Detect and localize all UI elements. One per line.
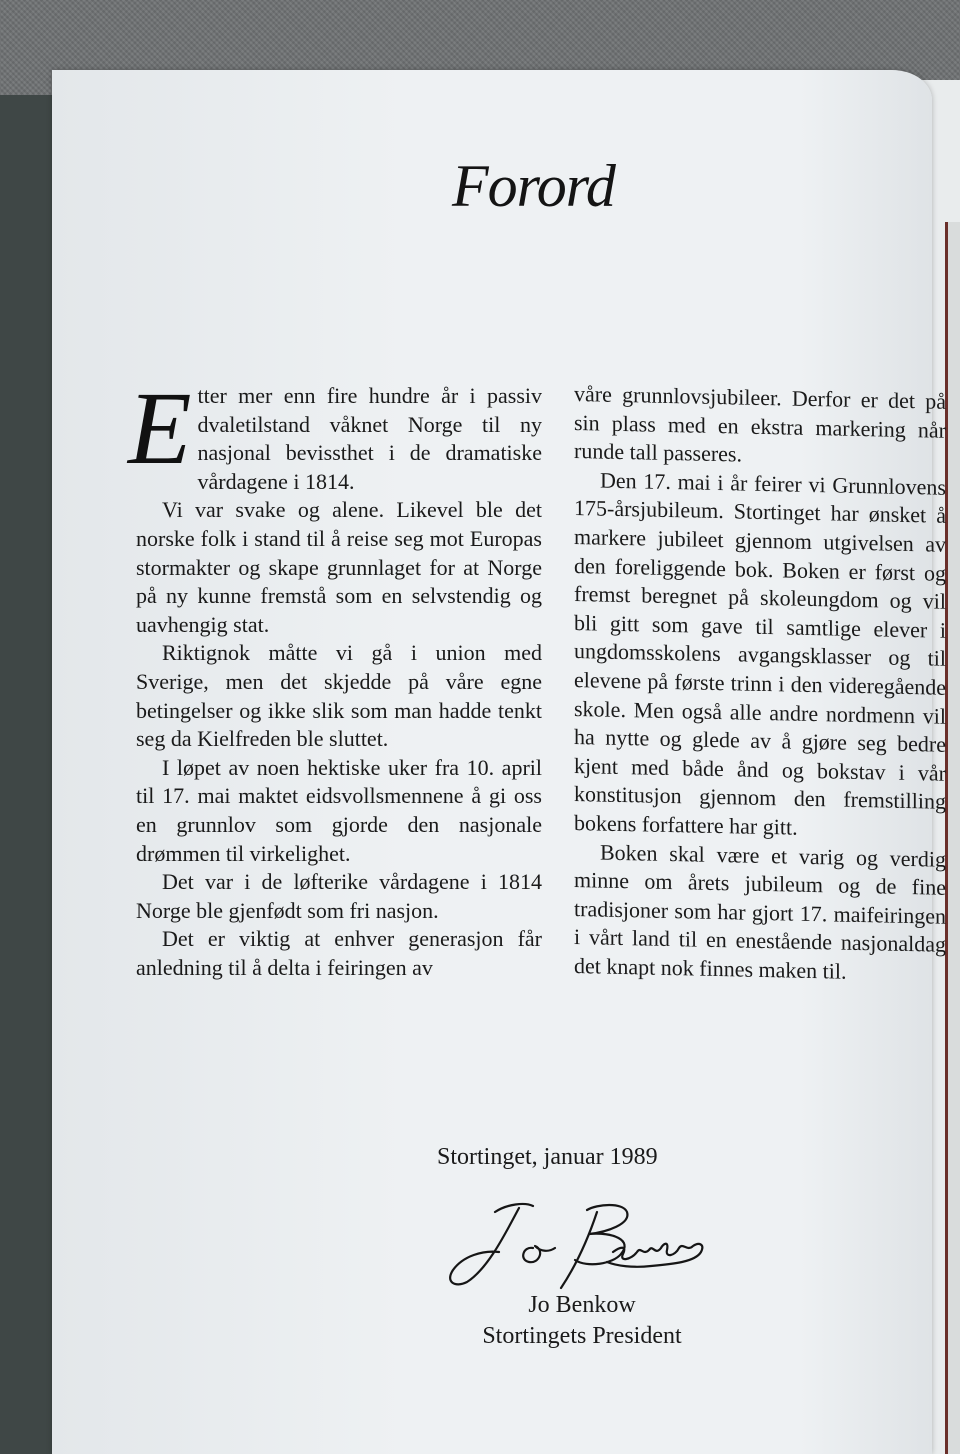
place-date: Stortinget, januar 1989	[437, 1144, 658, 1170]
drop-cap: E	[128, 371, 192, 486]
paragraph: Det er viktig at enhver generasjon får anledning til å delta i feiringen av	[136, 926, 542, 980]
signer-title: Stortingets President	[482, 1323, 682, 1349]
signer-name: Jo Benkow	[528, 1292, 636, 1318]
paragraph: Det var i de løfterike vårdagene i 1814 Norge ble gjenfødt som fri nasjon.	[136, 869, 542, 923]
paragraph: våre grunnlovsjubileer. Derfor er det på sin plass med en ekstra markering når runde tall passeres.	[574, 381, 946, 467]
signature	[437, 1190, 717, 1300]
paragraph: Boken skal være et varig og verdig minne om årets jubileum og de fine tradisjoner som har gjort 17. maifeiringen i vårt land til en enestående nasjonaldag det knapt nok finnes maken til.	[574, 839, 946, 984]
paragraph: Riktignok måtte vi gå i union med Sverige, men det skjedde på våre egne betingelser og ikke slik som man hadde tenkt seg da Kielfreden ble sluttet.	[136, 640, 542, 752]
book-page	[52, 70, 946, 1454]
right-column	[574, 380, 946, 988]
left-column	[128, 371, 542, 982]
paragraph	[128, 371, 542, 496]
paragraph-text: tter mer enn fire hundre år i passiv dvaletilstand våknet Norge til ny nasjonal bevissthet i de dramatiske vårdagene i 1814.	[197, 383, 542, 494]
paragraph: Den 17. mai i år feirer vi Grunnlovens 175-årsjubileum. Stortinget har ønsket å markere jubileet gjennom utgivelsen av den foreliggende bok. Boken er først og fremst beregnet på skoleungdom og vil bli gitt som gave til samtlige elever i ungdomsskolens avgangsklasser og til elevene på første trinn i den videregående skole. Men også alle andre nordmenn vil ha nytte og glede av å gjøre seg bedre kjent med både ånd og bokstav i vår konstitusjon gjennom den fremstilling bokens forfattere har gitt.	[574, 467, 946, 840]
paragraph: Vi var svake og alene. Likevel ble det norske folk i stand til å reise seg mot Europas stormakter og skape grunnlaget for at Norge på ny kunne fremstå som en selvstendig og uavhengig stat.	[136, 497, 542, 637]
paragraph: I løpet av noen hektiske uker fra 10. april til 17. mai maktet eidsvollsmennene å gi oss en grunnlov som gjorde den nasjonale drømmen til virkelighet.	[136, 754, 542, 866]
page-title: Forord	[452, 153, 615, 219]
signer-block	[412, 1290, 752, 1352]
next-page-frame	[945, 222, 960, 1454]
